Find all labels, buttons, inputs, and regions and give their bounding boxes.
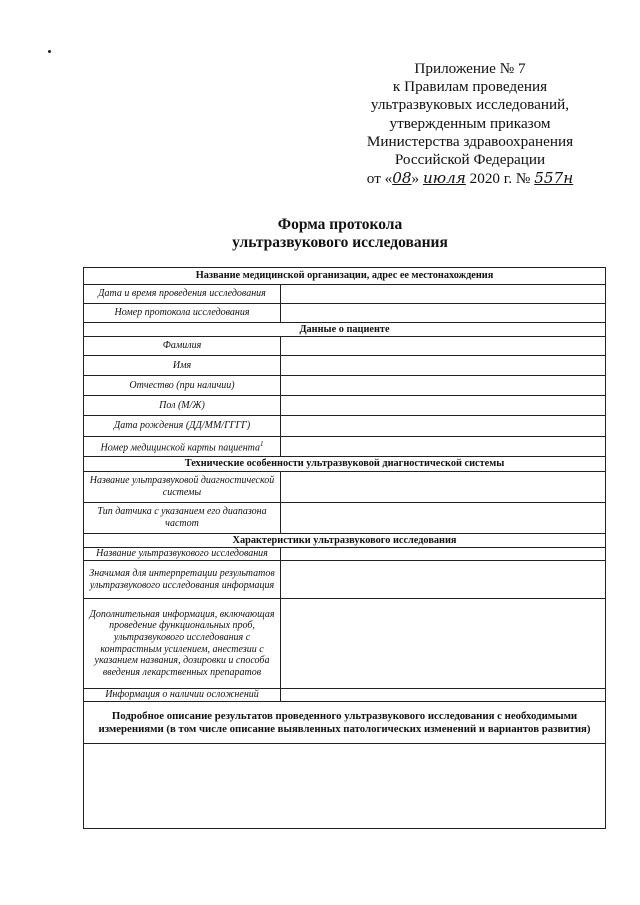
birth-date-label: Дата рождения (ДД/ММ/ГГГГ): [84, 416, 281, 437]
order-month: июля: [422, 169, 466, 188]
name-label: Имя: [84, 356, 281, 376]
exam-datetime-label: Дата и время проведения исследования: [84, 285, 281, 304]
birth-date-field[interactable]: [281, 416, 606, 437]
appendix-line: к Правилам проведения: [392, 78, 548, 96]
probe-type-label: Тип датчика с указанием его диапазона частот: [84, 503, 281, 534]
order-number: 557н: [534, 169, 574, 188]
patronymic-label: Отчество (при наличии): [84, 376, 281, 396]
order-year: 2020 г. №: [469, 170, 531, 188]
probe-type-field[interactable]: [281, 503, 606, 534]
system-name-field[interactable]: [281, 472, 606, 503]
results-header: Подробное описание результатов проведенного ультразвукового исследования с необходимыми измерениями (в том числе описание выявленных патологических изменений и вариантов развития): [84, 702, 606, 744]
form-title: [140, 216, 540, 252]
study-name-field[interactable]: [281, 548, 606, 561]
protocol-form: [83, 267, 606, 829]
form-title-line2: ультразвукового исследования: [232, 234, 448, 251]
significant-info-label: Значимая для интерпретации результатов ультразвукового исследования информация: [84, 561, 281, 599]
card-number-footnote: 1: [260, 440, 264, 449]
system-name-label: Название ультразвуковой диагностической системы: [84, 472, 281, 503]
study-name-label: Название ультразвукового исследования: [84, 548, 281, 561]
sex-field[interactable]: [281, 396, 606, 416]
scan-dot: [48, 50, 51, 53]
results-field[interactable]: [84, 744, 606, 829]
patient-header: Данные о пациенте: [84, 323, 606, 337]
patronymic-field[interactable]: [281, 376, 606, 396]
sex-label: Пол (М/Ж): [84, 396, 281, 416]
card-number-field[interactable]: [281, 437, 606, 457]
complications-field[interactable]: [281, 689, 606, 702]
name-field[interactable]: [281, 356, 606, 376]
date-prefix: от «: [366, 170, 393, 188]
order-day: 08: [392, 169, 412, 188]
surname-field[interactable]: [281, 337, 606, 356]
appendix-header: [330, 60, 610, 188]
appendix-line: ультразвуковых исследований,: [370, 96, 570, 114]
significant-info-field[interactable]: [281, 561, 606, 599]
additional-info-field[interactable]: [281, 599, 606, 689]
org-header: Название медицинской организации, адрес ее местонахождения: [84, 268, 606, 285]
appendix-line: Приложение № 7: [414, 60, 526, 77]
order-date-line: [330, 169, 610, 188]
study-header: Характеристики ультразвукового исследования: [84, 534, 606, 548]
appendix-line: Российской Федерации: [394, 151, 546, 169]
form-title-line1: Форма протокола: [277, 216, 403, 233]
additional-info-label: Дополнительная информация, включающая проведение функциональных проб, ультразвукового исследования с контрастным усилением, анестезии с указанием названия, дозировки и способа введения лекарственных препаратов: [84, 599, 281, 689]
protocol-number-field[interactable]: [281, 304, 606, 323]
protocol-number-label: Номер протокола исследования: [84, 304, 281, 323]
complications-label: Информация о наличии осложнений: [84, 689, 281, 702]
tech-header: Технические особенности ультразвуковой диагностической системы: [84, 457, 606, 472]
card-number-label: [84, 437, 281, 457]
surname-label: Фамилия: [84, 337, 281, 356]
appendix-line: Министерства здравоохранения: [366, 132, 574, 150]
quote-close: »: [411, 170, 420, 188]
appendix-line: утвержденным приказом: [389, 114, 551, 132]
card-number-text: Номер медицинской карты пациента: [100, 442, 261, 454]
exam-datetime-field[interactable]: [281, 285, 606, 304]
